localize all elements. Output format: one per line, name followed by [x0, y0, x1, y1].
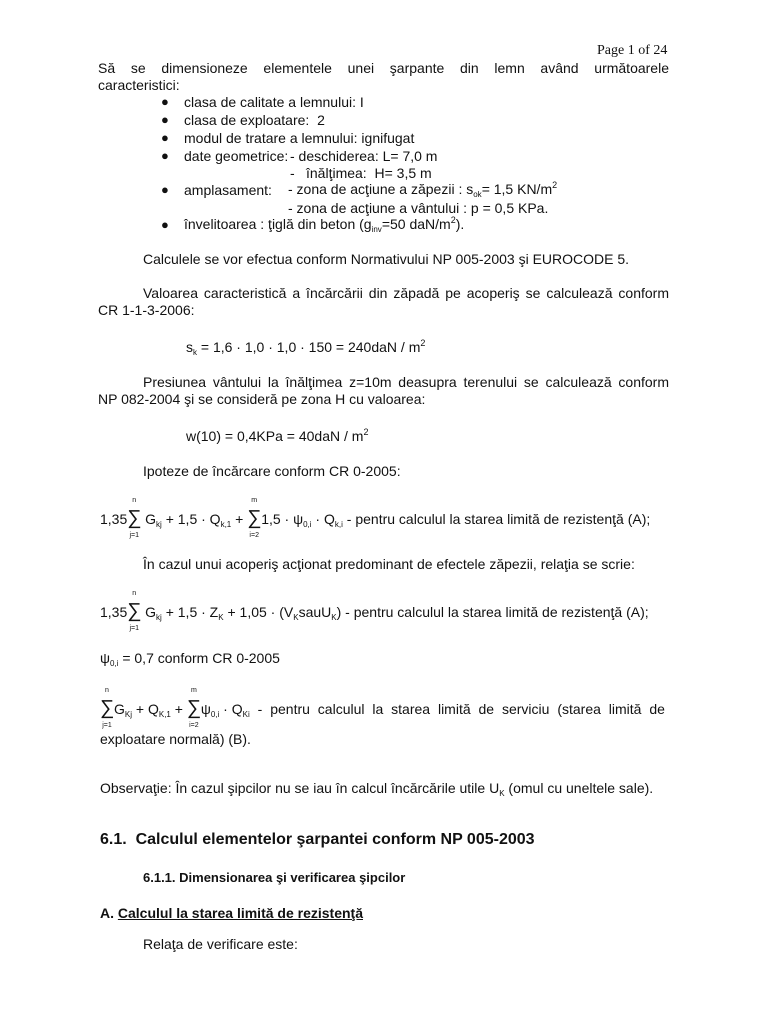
- bullet-roofing: învelitoarea : ţiglă din beton ($g_{inv}=50$ daN/$m^2$).: [184, 215, 465, 234]
- section-heading-6-1: 6.1. Calculul elementelor şarpantei conform NP 005-2003: [100, 831, 535, 848]
- bullet-icon: ●: [161, 130, 169, 145]
- bullet-wind-zone: - zona de acţiune a vântului : p = 0,5 KPa.: [288, 200, 549, 216]
- psi-coefficient-line: $\psi_{0,i} = 0,7$ conform CR 0-2005: [100, 650, 280, 668]
- load-hypotheses-paragraph: Ipoteze de încărcare conform CR 0-2005:: [143, 463, 401, 479]
- snow-paragraph: [98, 285, 669, 319]
- bullet-geometry-dash: -: [290, 165, 295, 181]
- bullet-quality-class: clasa de calitate a lemnului: I: [184, 94, 364, 110]
- bullet-location-label: amplasament:: [184, 182, 272, 198]
- serviceability-equation-line-2: exploatare normală) (B).: [100, 731, 251, 747]
- bullet-exploitation-class: clasa de exploatare: 2: [184, 112, 325, 128]
- sum-symbol: n ∑ j=1: [100, 687, 115, 729]
- bullet-icon: ●: [161, 182, 169, 197]
- bullet-geometry-label: date geometrice:: [184, 148, 289, 164]
- snow-equation: $s_k = 1,6 \cdot 1,0 \cdot 1,0 \cdot 150 = 240daN / m^2$: [186, 338, 426, 357]
- bullet-icon: ●: [161, 217, 169, 232]
- wind-equation: $w(10) = 0,4KPa = 40daN / m^2$: [186, 427, 369, 444]
- snow-limit-state-equation: 1,35 n ∑ j=1 $G_{kj} + 1,5 \cdot Z_K + 1,05$ · $(V_KsauU_K)$ - pentru calculul la starea limită de rezistenţă (A);: [100, 590, 649, 632]
- snow-predominant-paragraph: În cazul unui acoperiş acţionat predominant de efectele zăpezii, relaţia se scrie:: [143, 556, 635, 572]
- bullet-snow-zone: - zona de acţiune a zăpezii : $s_{ok}= 1,5$ $KN/m^2$: [288, 180, 558, 199]
- wind-paragraph: [98, 374, 669, 408]
- snow-line-1: Valoarea caracteristică a încărcării din zăpadă pe acoperiş se calculează conform: [143, 285, 669, 301]
- bullet-icon: ●: [161, 112, 169, 127]
- sum-symbol: m ∑ i=2: [247, 497, 262, 539]
- subsection-heading-6-1-1: 6.1.1. Dimensionarea şi verificarea şipcilor: [143, 870, 406, 885]
- wind-line-2: NP 082-2004 şi se consideră pe zona H cu valoarea:: [98, 391, 426, 407]
- sum-symbol: m ∑ i=2: [186, 687, 202, 729]
- wind-line-1: Presiunea vântului la înălţimea z=10m deasupra terenului se calculează conform: [143, 374, 669, 390]
- bullet-icon: ●: [161, 94, 169, 109]
- intro-line-1: Să se dimensioneze elementele unei şarpante din lemn având următoarele: [98, 60, 669, 76]
- heading-a-ultimate-limit-state: A. Calculul la starea limită de rezistenţă: [100, 905, 363, 921]
- snow-line-2: CR 1-1-3-2006:: [98, 302, 195, 318]
- sum-symbol: n ∑ j=1: [127, 590, 142, 632]
- serviceability-equation: n ∑ j=1 $G_{Kj} + Q_{K,1}$ + m ∑ i=2 $\psi_{0,i} \cdot Q_{Ki}$ - pentru calculul la starea limită de serviciu (starea limită de: [100, 687, 665, 729]
- bullet-geometry-height: înălţimea: H= 3,5 m: [306, 165, 432, 181]
- bullet-treatment: modul de tratare a lemnului: ignifugat: [184, 130, 415, 146]
- ultimate-limit-state-equation: 1,35 n ∑ j=1 $G_{kj} + 1,5 \cdot Q_{k,1}$ + m ∑ i=2 $1,5 \cdot \psi_{0,i} \cdot Q_{k,i}$ - pentru calculul la starea limită de rezistenţă (A);: [100, 497, 651, 539]
- bullet-geometry-span: - deschiderea: L= 7,0 m: [290, 148, 438, 164]
- page-number: Page 1 of 24: [597, 43, 668, 58]
- intro-line-2: caracteristici:: [98, 77, 180, 93]
- intro-paragraph: [98, 60, 669, 94]
- observation-paragraph: Observaţie: În cazul şipcilor nu se iau în calcul încărcările utile $U_K$ (omul cu uneltele sale).: [100, 780, 654, 798]
- sum-symbol: n ∑ j=1: [127, 497, 142, 539]
- calc-standard-paragraph: Calculele se vor efectua conform Normativului NP 005-2003 şi EUROCODE 5.: [143, 251, 630, 267]
- bullet-icon: ●: [161, 148, 169, 163]
- verification-relation-paragraph: Relaţa de verificare este:: [143, 936, 298, 952]
